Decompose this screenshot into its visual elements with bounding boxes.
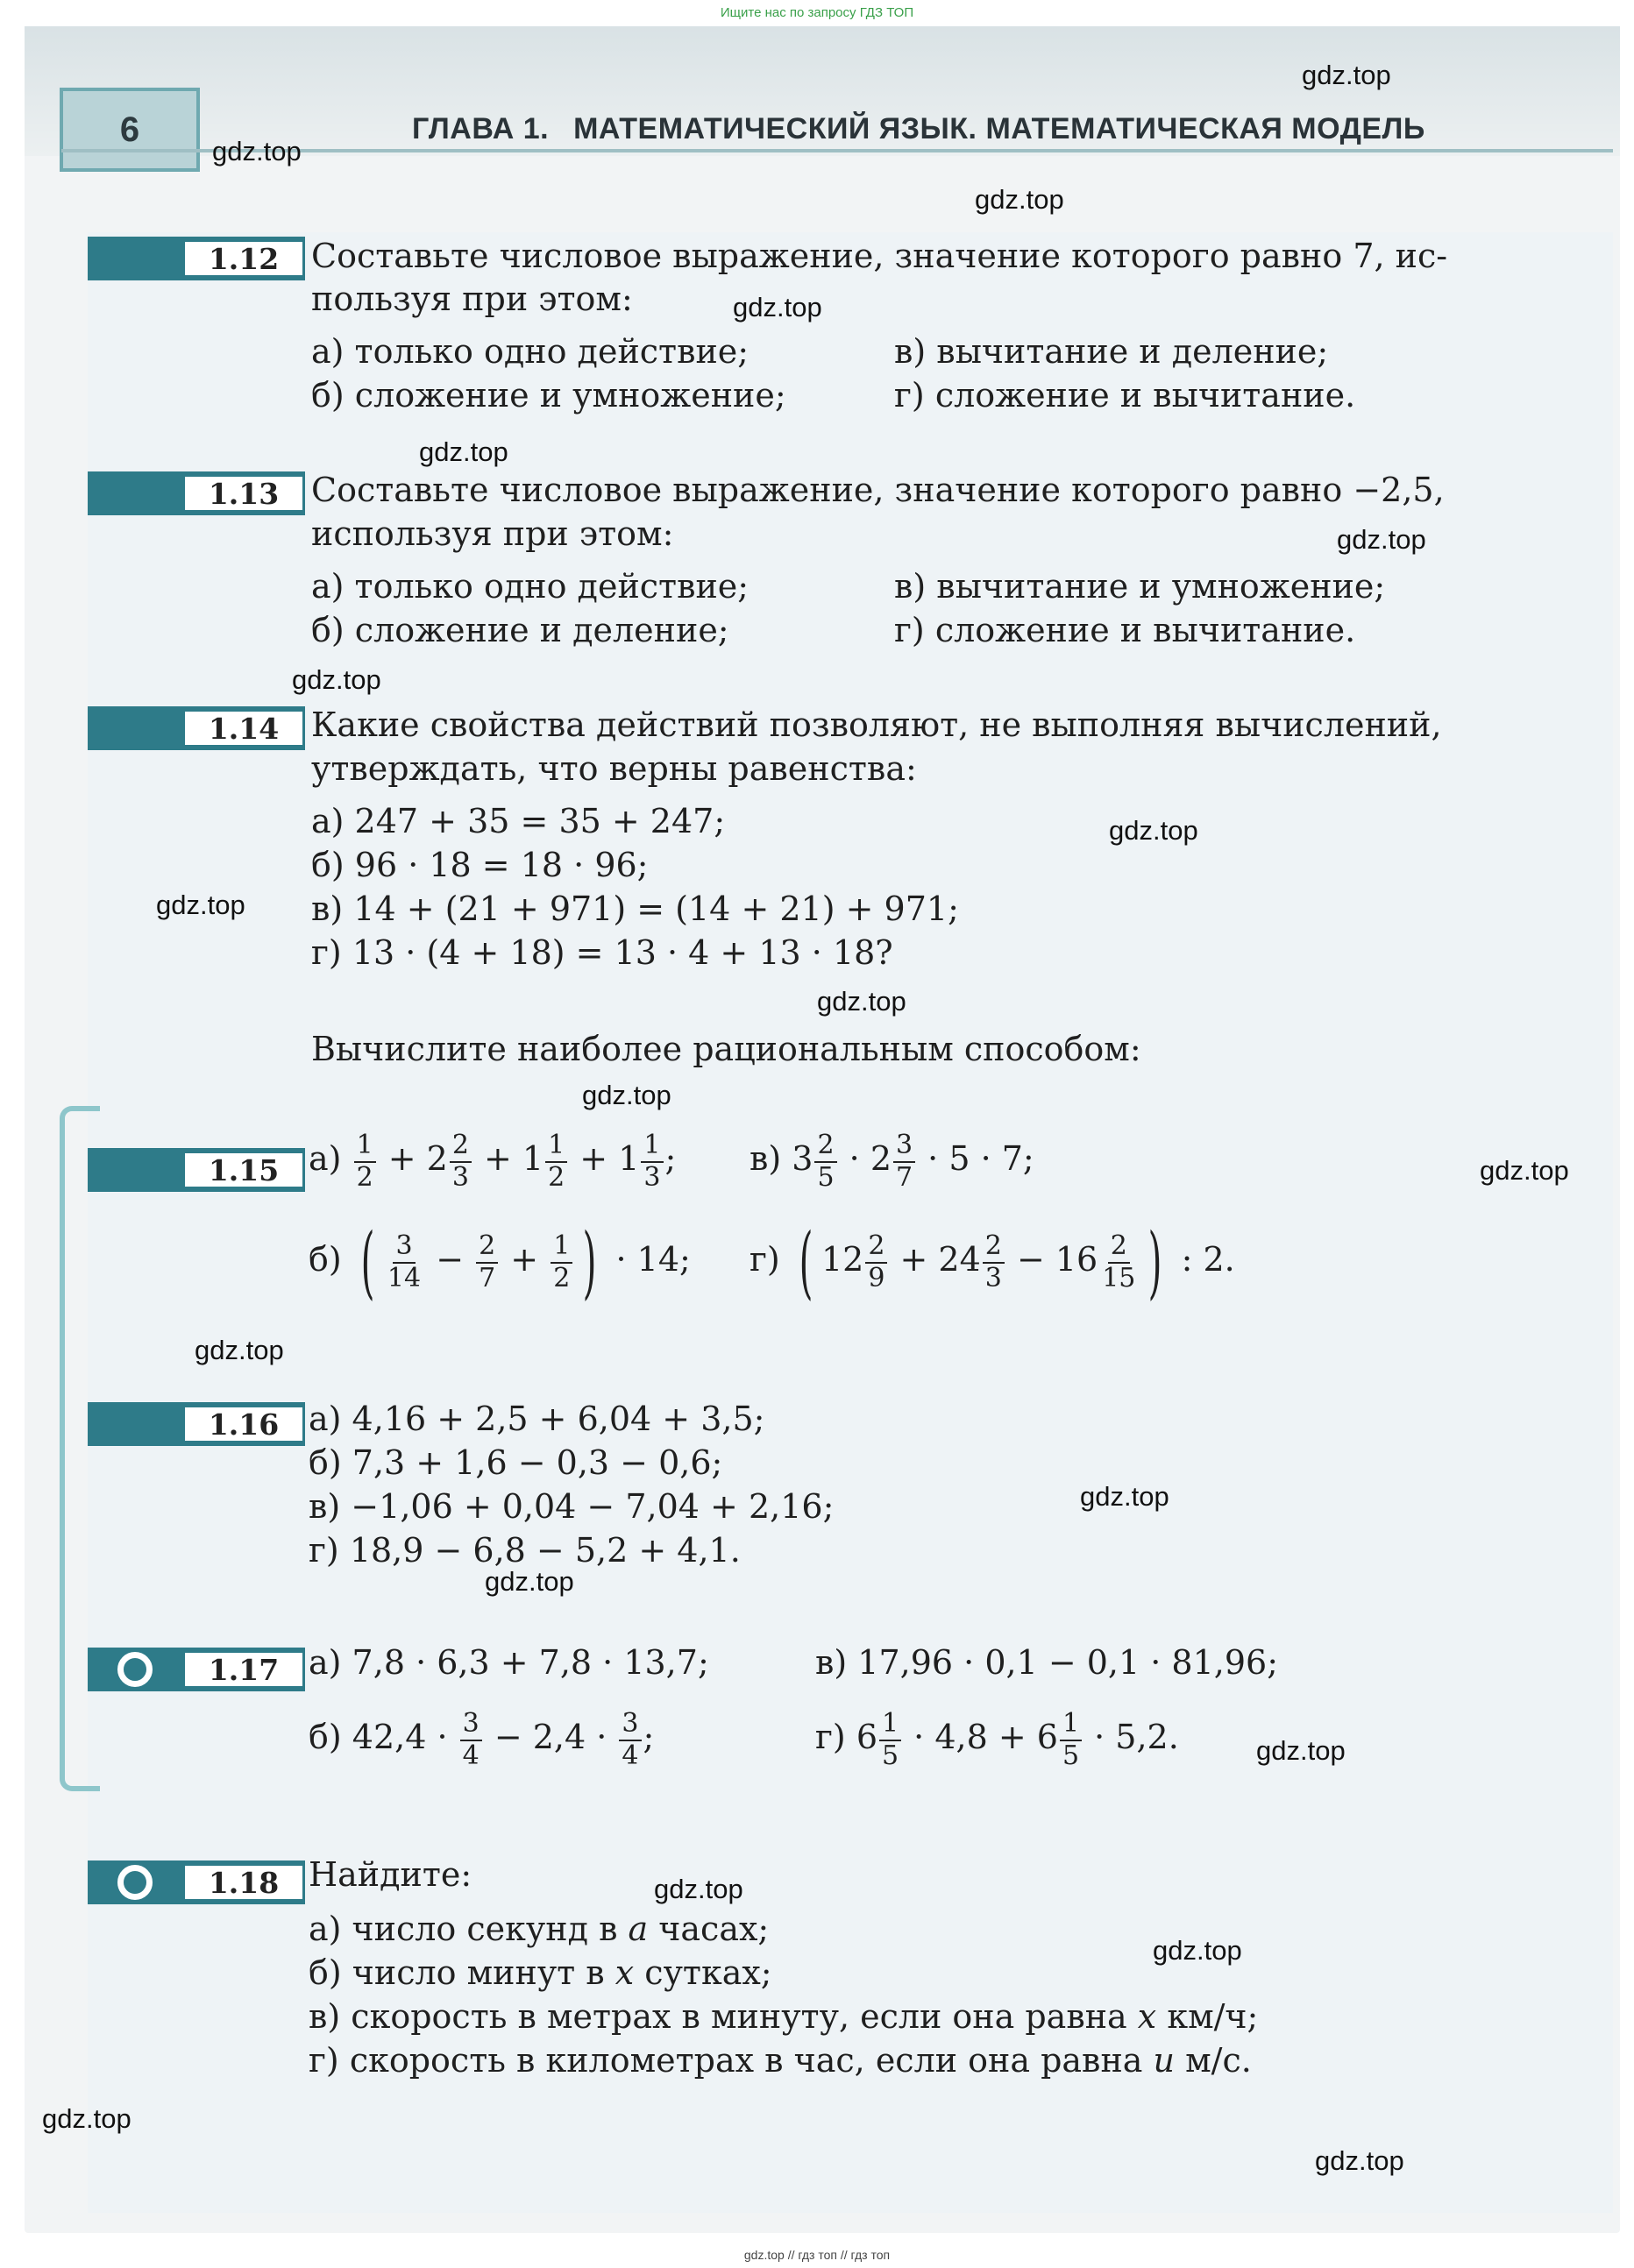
exercise-text: Найдите: — [309, 1855, 472, 1894]
exercise-number: 1.13 — [182, 474, 305, 513]
exercise-text: Какие свойства действий позволяют, не выполняя вычислений, — [311, 705, 1442, 744]
exercise-text: используя при этом: — [311, 514, 674, 553]
watermark: gdz.top — [1302, 60, 1391, 90]
exercise-item: а) 4,16 + 2,5 + 6,04 + 3,5; — [309, 1400, 765, 1438]
page-number: 6 — [60, 88, 200, 172]
exercise-item: б) ( $\frac{3}{14}$ − $\frac{2}{7}$ + $\frac{1}{2}$ ) · 14; — [309, 1216, 691, 1308]
exercise-item: г) ( 12 $\frac{2}{9}$ + 24 $\frac{2}{3}$ − 16 $\frac{2}{15}$ ) : 2. — [750, 1216, 1235, 1308]
exercise-number: 1.14 — [182, 709, 305, 748]
watermark: gdz.top — [1153, 1935, 1242, 1966]
watermark: gdz.top — [582, 1080, 671, 1110]
watermark: gdz.top — [485, 1566, 574, 1597]
chapter-title: МАТЕМАТИЧЕСКИЙ ЯЗЫК. МАТЕМАТИЧЕСКАЯ МОДЕЛЬ — [573, 112, 1425, 145]
watermark: gdz.top — [654, 1874, 743, 1904]
exercise-item: в) вычитание и деление; — [894, 332, 1329, 371]
exercise-item: г) 6 $\frac{1}{5}$ · 4,8 + 6 $\frac{1}{5}$ · 5,2. — [815, 1708, 1179, 1771]
watermark: gdz.top — [1256, 1735, 1346, 1766]
exercise-item: г) скорость в километрах в час, если она равна u м/с. — [309, 2041, 1252, 2080]
exercise-item: в) −1,06 + 0,04 − 7,04 + 2,16; — [309, 1487, 835, 1526]
exercise-item: б) сложение и умножение; — [311, 376, 786, 415]
watermark: gdz.top — [292, 664, 381, 695]
exercise-item: а) 247 + 35 = 35 + 247; — [311, 802, 726, 840]
exercise-item: г) 18,9 − 6,8 − 5,2 + 4,1. — [309, 1531, 741, 1570]
watermark: gdz.top — [733, 292, 822, 322]
exercise-text: пользуя при этом: — [311, 280, 633, 318]
exercise-item: г) 13 · (4 + 18) = 13 · 4 + 13 · 18? — [311, 933, 893, 972]
exercise-item: а) $\frac{1}{2}$ + 2 $\frac{2}{3}$ + 1 $\frac{1}{2}$ + 1 $\frac{1}{3}$ ; — [309, 1130, 677, 1193]
watermark: gdz.top — [419, 436, 508, 467]
exercise-item: в) 3 $\frac{2}{5}$ · 2 $\frac{3}{7}$ · 5 · 7; — [750, 1130, 1034, 1193]
watermark: gdz.top — [195, 1335, 284, 1365]
exercise-item: а) число секунд в a часах; — [309, 1910, 770, 1948]
exercise-item: а) 7,8 · 6,3 + 7,8 · 13,7; — [309, 1643, 709, 1682]
exercise-number: 1.17 — [182, 1650, 305, 1689]
circle-marker-icon — [117, 1652, 153, 1687]
exercise-item: б) число минут в x сутках; — [309, 1953, 772, 1992]
exercise-item: г) сложение и вычитание. — [894, 376, 1356, 415]
chapter-label: ГЛАВА 1. — [412, 112, 550, 145]
watermark: gdz.top — [817, 986, 906, 1017]
exercise-item: в) скорость в метрах в минуту, если она равна x км/ч; — [309, 1997, 1259, 2036]
exercise-text: Составьте числовое выражение, значение которого равно −2,5, — [311, 471, 1445, 509]
exercise-item: в) 14 + (21 + 971) = (14 + 21) + 971; — [311, 889, 959, 928]
exercise-item: а) только одно действие; — [311, 567, 750, 606]
exercise-number: 1.16 — [182, 1405, 305, 1443]
exercise-item: г) сложение и вычитание. — [894, 611, 1356, 649]
exercise-number: 1.15 — [182, 1151, 305, 1189]
watermark: gdz.top — [156, 889, 245, 920]
exercise-text: утверждать, что верны равенства: — [311, 749, 917, 788]
chapter-heading — [412, 112, 1425, 146]
circle-marker-icon — [117, 1865, 153, 1900]
exercise-item: б) 42,4 · $\frac{3}{4}$ − 2,4 · $\frac{3}{4}$ ; — [309, 1708, 655, 1771]
watermark: gdz.top — [1337, 524, 1426, 555]
exercise-text: Составьте числовое выражение, значение которого равно 7, ис- — [311, 237, 1448, 275]
watermark: gdz.top — [212, 136, 302, 167]
watermark: gdz.top — [1109, 815, 1198, 846]
exercise-item: б) 7,3 + 1,6 − 0,3 − 0,6; — [309, 1443, 723, 1482]
exercise-number: 1.12 — [182, 239, 305, 278]
watermark: gdz.top — [1080, 1481, 1169, 1512]
top-note: Ищите нас по запросу ГДЗ ТОП — [720, 5, 914, 20]
watermark: gdz.top — [1315, 2145, 1404, 2176]
exercise-number: 1.18 — [182, 1863, 305, 1902]
watermark: gdz.top — [42, 2103, 131, 2134]
watermark: gdz.top — [975, 184, 1064, 215]
exercise-item: в) 17,96 · 0,1 − 0,1 · 81,96; — [815, 1643, 1279, 1682]
exercise-item: в) вычитание и умножение; — [894, 567, 1386, 606]
section-intro: Вычислите наиболее рациональным способом: — [311, 1030, 1141, 1068]
exercise-item: б) сложение и деление; — [311, 611, 729, 649]
bottom-note: gdz.top // гдз топ // гдз топ — [743, 2248, 891, 2262]
watermark: gdz.top — [1480, 1155, 1569, 1186]
exercise-item: б) 96 · 18 = 18 · 96; — [311, 846, 649, 884]
exercise-item: а) только одно действие; — [311, 332, 750, 371]
